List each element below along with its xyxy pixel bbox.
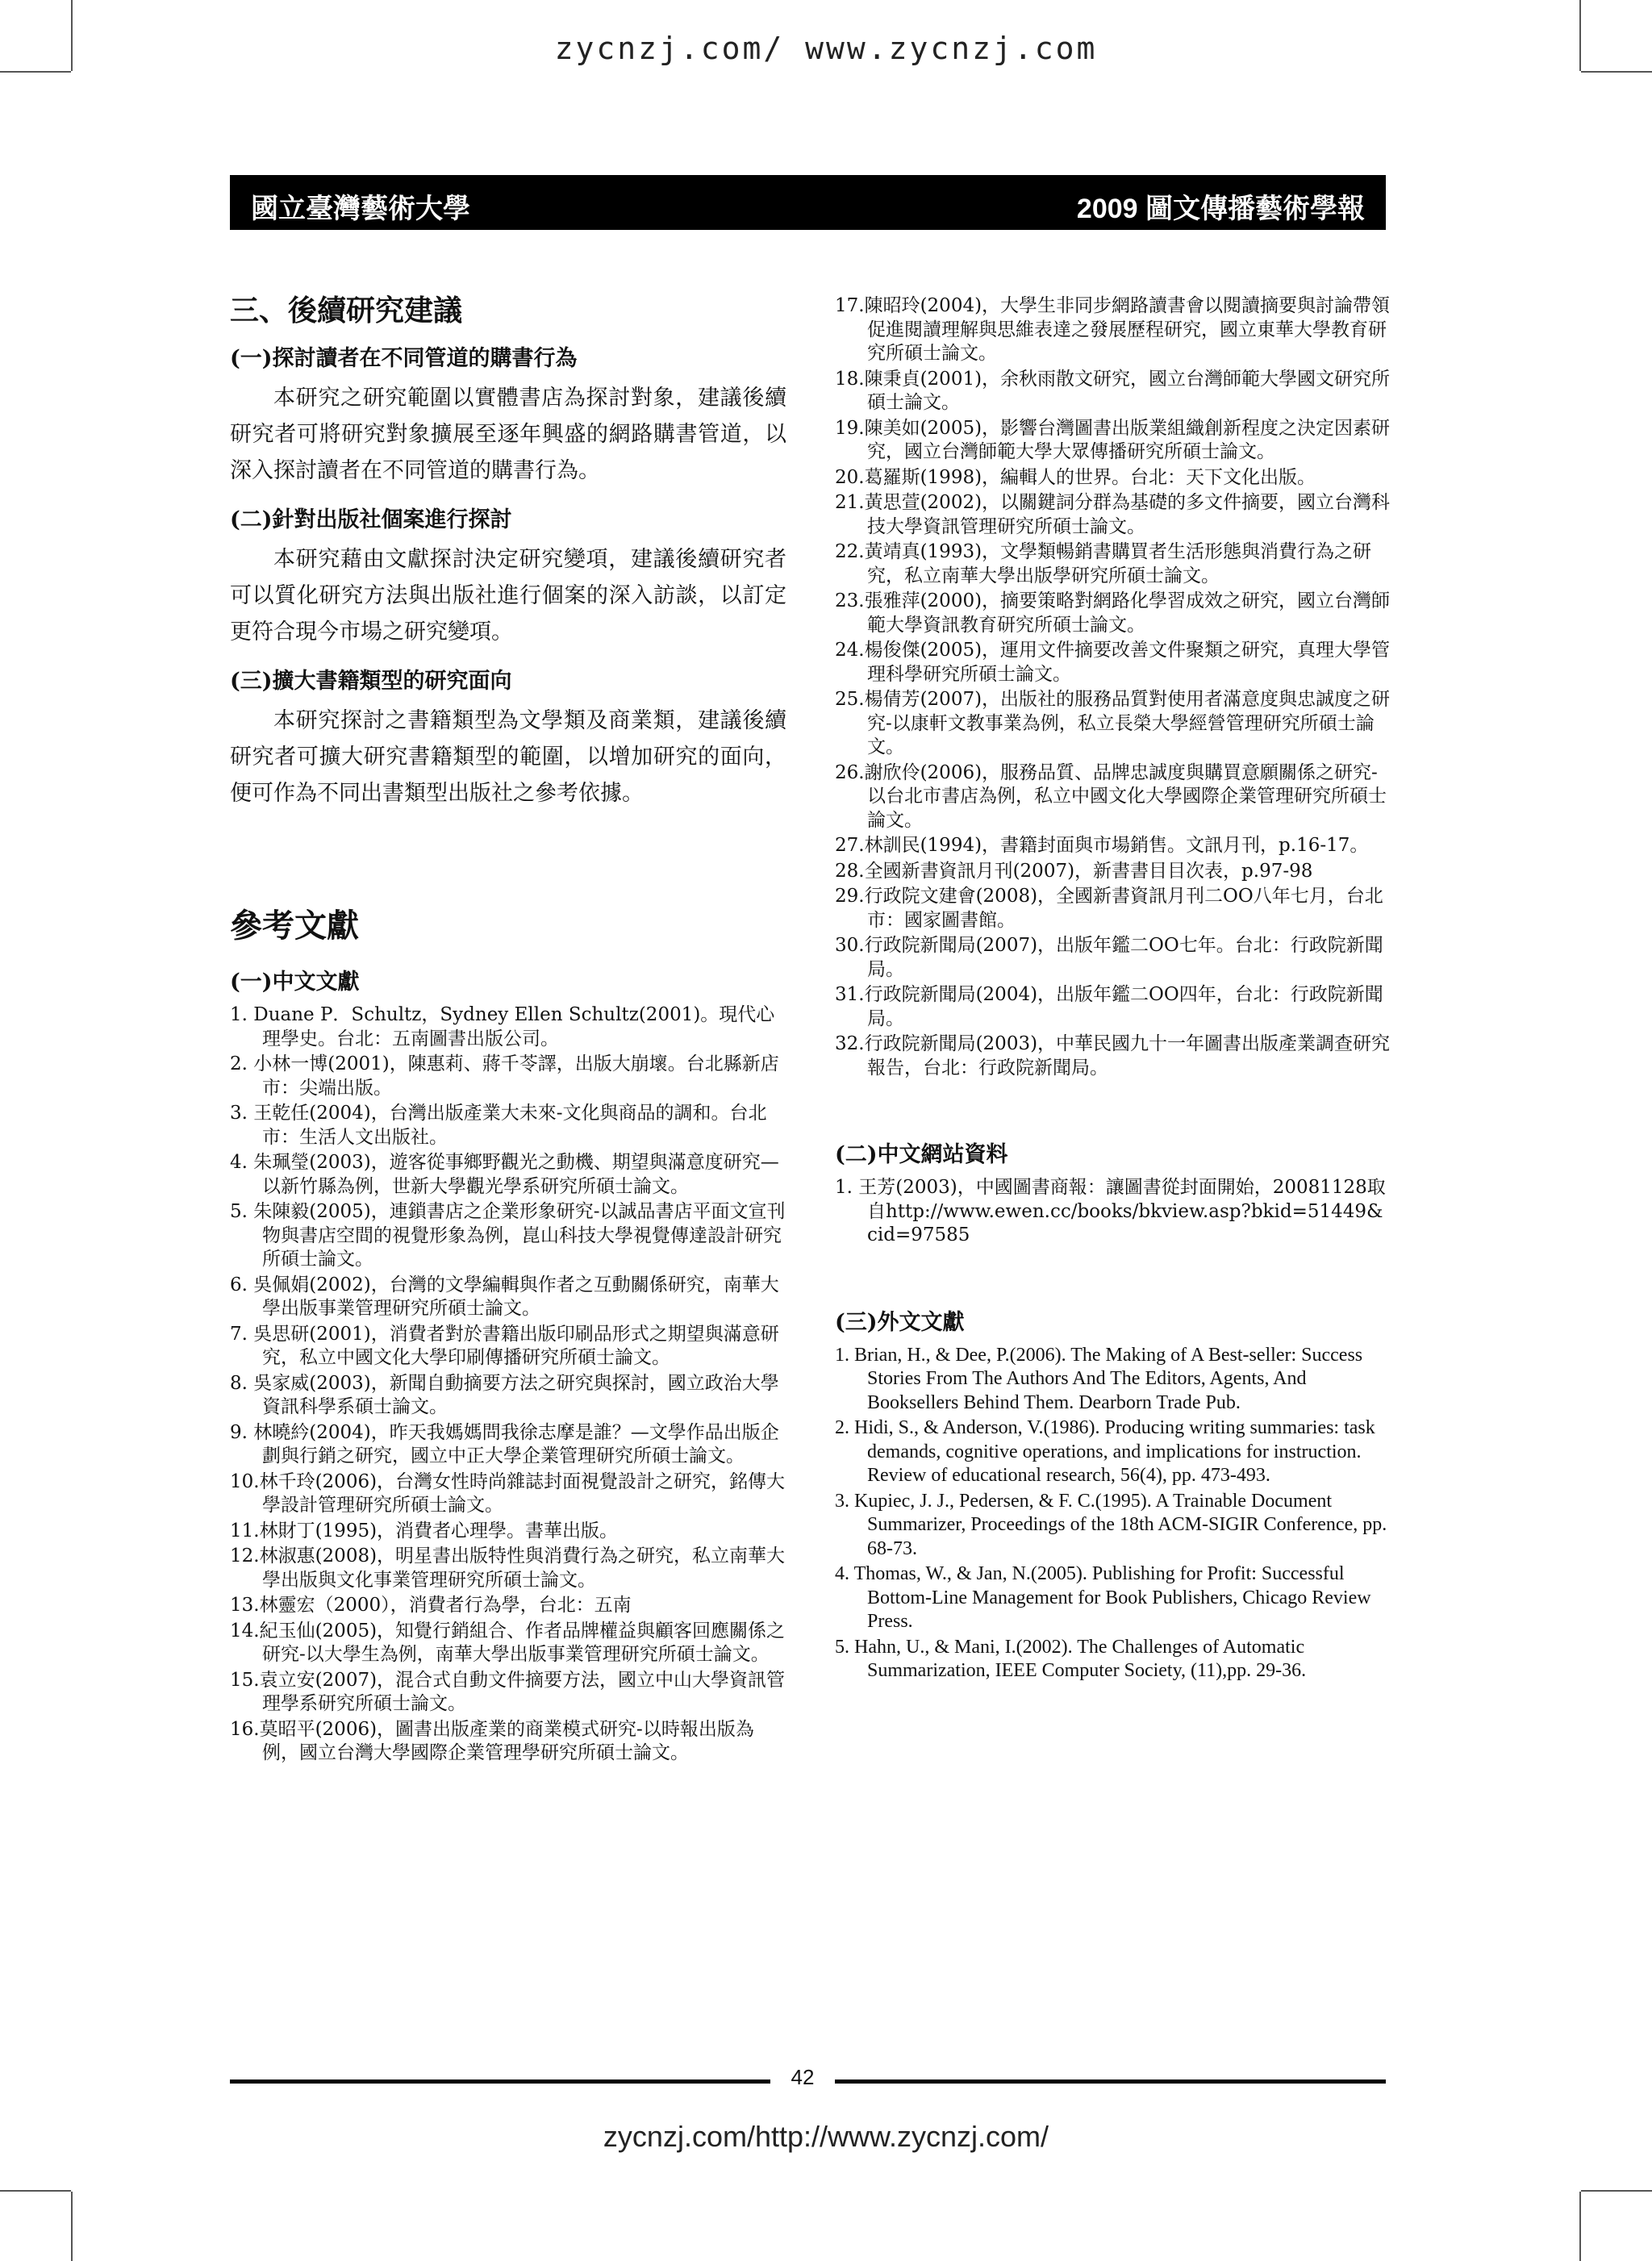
reference-item: 30.行政院新聞局(2007)，出版年鑑二OO七年。台北：行政院新聞局。 [835,935,1383,980]
left-column [230,278,786,1767]
reference-item: 23.張雅萍(2000)，摘要策略對網路化學習成效之研究，國立台灣師範大學資訊教育研究所碩士論文。 [835,590,1391,636]
reference-item: 22.黃靖真(1993)，文學類暢銷書購買者生活形態與消費行為之研究，私立南華大學出版學研究所碩士論文。 [835,541,1372,586]
footer-rule [230,2080,770,2084]
chinese-refs-left [230,1003,786,1766]
reference-item: 1. Brian, H., & Dee, P.(2006). The Making of A Best-seller: Success Stories From The Authors And The Editors, Agents, And Booksellers Behind Them. Dearborn Trade Pub. [835,1344,1363,1413]
reference-item: 11.林財丁(1995)，消費者心理學。書華出版。 [230,1520,619,1541]
reference-item: 13.林靈宏（2000），消費者行為學，台北：五南 [230,1595,632,1616]
section-title: 三、後續研究建議 [230,294,463,327]
reference-item: 3. Kupiec, J. J., Pedersen, & F. C.(1995). A Trainable Document Summarizer, Proceedings of the 18th ACM-SIGIR Conference, pp. 68-73. [835,1490,1387,1559]
paragraph: 本研究藉由文獻探討決定研究變項，建議後續研究者可以質化研究方法與出版社進行個案的深入訪談，以訂定更符合現今市場之研究變項。 [230,547,786,645]
reference-item: 2. 小林一博(2001)，陳惠莉、蔣千苓譯，出版大崩壞。台北縣新店市：尖端出版。 [230,1053,779,1099]
references-title: 參考文獻 [230,907,359,945]
reference-item: 3. 王乾任(2004)，台灣出版產業大未來-文化與商品的調和。台北市：生活人文出版社。 [230,1103,767,1148]
reference-item: 24.楊俊傑(2005)，運用文件摘要改善文件聚類之研究，真理大學管理科學研究所碩士論文。 [835,640,1391,685]
reference-item: 18.陳秉貞(2001)，余秋雨散文研究，國立台灣師範大學國文研究所碩士論文。 [835,368,1391,413]
reference-item: 20.葛羅斯(1998)，編輯人的世界。台北：天下文化出版。 [835,466,1316,488]
reference-item: 4. Thomas, W., & Jan, N.(2005). Publishing for Profit: Successful Bottom-Line Management for Book Publishers, Chicago Review Press. [835,1563,1371,1632]
reference-item: 1. Duane P．Schultz，Sydney Ellen Schultz(2001)。現代心理學史。台北：五南圖書出版公司。 [230,1004,775,1049]
reference-item: 29.行政院文建會(2008)，全國新書資訊月刊二OO八年七月，台北市：國家圖書館。 [835,886,1383,931]
subheading-web-refs: (二)中文網站資料 [835,1142,1008,1167]
subheading: (一)探討讀者在不同管道的購書行為 [230,346,578,371]
footer-rule [835,2080,1386,2084]
page-number: 42 [791,2065,815,2089]
paragraph: 本研究之研究範圍以實體書店為探討對象，建議後續研究者可將研究對象擴展至逐年興盛的網路購書管道，以深入探討讀者在不同管道的購書行為。 [230,386,786,483]
reference-item: 28.全國新書資訊月刊(2007)，新書書目目次表，p.97-98 [835,860,1313,882]
reference-item: 25.楊倩芳(2007)，出版社的服務品質對使用者滿意度與忠誠度之研究-以康軒文教事業為例，私立長榮大學經營管理研究所碩士論文。 [835,689,1391,757]
reference-item: 5. 朱陳毅(2005)，連鎖書店之企業形象研究-以誠品書店平面文宣刊物與書店空間的視覺形象為例，崑山科技大學視覺傳達設計研究所碩士論文。 [230,1201,786,1270]
reference-item: 10.林千玲(2006)，台灣女性時尚雜誌封面視覺設計之研究，銘傳大學設計管理研究所碩士論文。 [230,1470,786,1516]
reference-item: 17.陳昭玲(2004)，大學生非同步網路讀書會以閱讀摘要與討論帶領促進閱讀理解與思維表達之發展歷程研究，國立東華大學教育研究所碩士論文。 [835,295,1391,364]
reference-item: 15.袁立安(2007)，混合式自動文件摘要方法，國立中山大學資訊管理學系研究所碩士論文。 [230,1669,786,1714]
crop-mark [0,2190,71,2192]
reference-item: 7. 吳思研(2001)，消費者對於書籍出版印刷品形式之期望與滿意研究，私立中國文化大學印刷傳播研究所碩士論文。 [230,1323,779,1368]
watermark-top: zycnzj.com/ www.zycnzj.com [554,31,1098,66]
reference-item: 26.謝欣伶(2006)，服務品質、品牌忠誠度與購買意願關係之研究-以台北市書店為例，私立中國文化大學國際企業管理研究所碩士論文。 [835,761,1387,831]
chinese-refs-right [835,294,1391,1080]
subheading-foreign-refs: (三)外文文獻 [835,1309,965,1335]
crop-mark [1579,2192,1581,2261]
subheading: (二)針對出版社個案進行探討 [230,507,512,532]
reference-item: 4. 朱珮瑩(2003)，遊客從事鄉野觀光之動機、期望與滿意度研究—以新竹縣為例，世新大學觀光學系研究所碩士論文。 [230,1152,779,1197]
reference-item: 27.林訓民(1994)，書籍封面與市場銷售。文訊月刊，p.16-17。 [835,835,1369,856]
reference-item: 32.行政院新聞局(2003)，中華民國九十一年圖書出版產業調查研究報告，台北：行政院新聞局。 [835,1033,1391,1078]
subheading-chinese-refs: (一)中文文獻 [230,970,360,995]
header-journal: 2009 圖文傳播藝術學報 [1076,194,1365,224]
reference-item: 9. 林曉紟(2004)，昨天我媽媽問我徐志摩是誰？—文學作品出版企劃與行銷之研究，國立中正大學企業管理研究所碩士論文。 [230,1421,779,1466]
reference-item: 31.行政院新聞局(2004)，出版年鑑二OO四年，台北：行政院新聞局。 [835,984,1383,1029]
header-university: 國立臺灣藝術大學 [251,194,470,224]
subheading: (三)擴大書籍類型的研究面向 [230,669,512,694]
crop-mark [1581,71,1652,73]
web-refs [835,1176,1391,1248]
reference-item: 5. Hahn, U., & Mani, I.(2002). The Challenges of Automatic Summarization, IEEE Computer Society, (11),pp. 29-36. [835,1636,1307,1681]
right-column [835,294,1391,1685]
crop-mark [0,71,71,73]
paragraph: 本研究探討之書籍類型為文學類及商業類，建議後續研究者可擴大研究書籍類型的範圍，以增加研究的面向，便可作為不同出書類型出版社之參考依據。 [230,708,786,806]
reference-item: 8. 吳家威(2003)，新聞自動摘要方法之研究與探討，國立政治大學資訊科學系碩士論文。 [230,1372,779,1417]
reference-item: 1. 王芳(2003)，中國圖書商報：讓圖書從封面開始，20081128取自http://www.ewen.cc/books/bkview.asp?bkid=51449&cid=97585 [835,1177,1386,1245]
foreign-refs [835,1344,1391,1683]
reference-item: 12.林淑惠(2008)，明星書出版特性與消費行為之研究，私立南華大學出版與文化事業管理研究所碩士論文。 [230,1546,786,1591]
reference-item: 2. Hidi, S., & Anderson, V.(1986). Producing writing summaries: task demands, cognitive operations, and implications for instruction. Review of educational research, 56(4), pp. 473-493. [835,1417,1375,1486]
reference-item: 6. 吳佩娟(2002)，台灣的文學編輯與作者之互動關係研究，南華大學出版事業管理研究所碩士論文。 [230,1274,779,1319]
running-header [230,175,1386,230]
watermark-bottom: zycnzj.com/http://www.zycnzj.com/ [603,2120,1049,2153]
reference-item: 19.陳美如(2005)，影響台灣圖書出版業組織創新程度之決定因素研究，國立台灣師範大學大眾傳播研究所碩士論文。 [835,417,1391,462]
reference-item: 14.紀玉仙(2005)，知覺行銷組合、作者品牌權益與顧客回應關係之研究-以大學生為例，南華大學出版事業管理研究所碩士論文。 [230,1620,786,1665]
crop-mark [71,2192,73,2261]
reference-item: 21.黃思萱(2002)，以關鍵詞分群為基礎的多文件摘要，國立台灣科技大學資訊管理研究所碩士論文。 [835,492,1391,537]
reference-item: 16.莫昭平(2006)，圖書出版產業的商業模式研究-以時報出版為例，國立台灣大學國際企業管理學研究所碩士論文。 [230,1718,754,1763]
crop-mark [1581,2190,1652,2192]
